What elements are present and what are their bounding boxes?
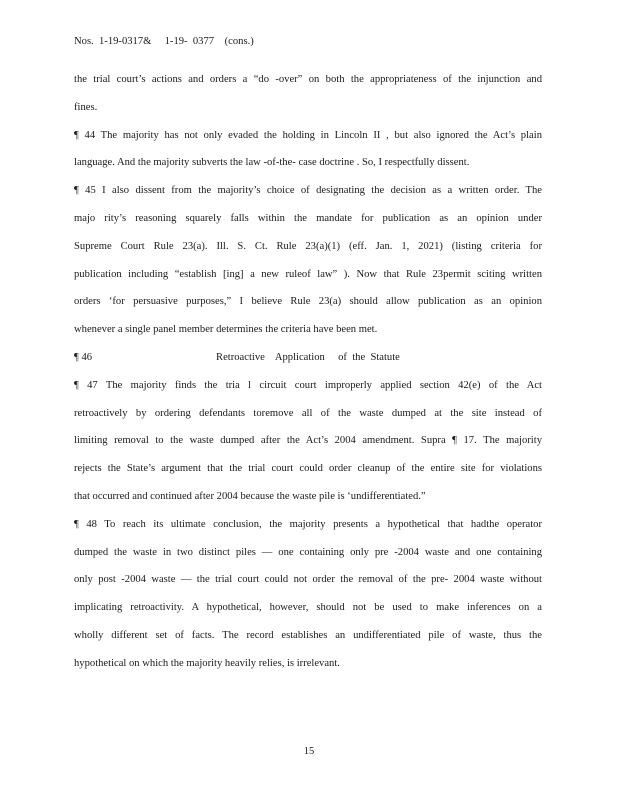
text-line: language. And the majority subverts the law -of-the- case doctrine . So, I respectfully dissent. [74, 157, 470, 168]
section-title: Retroactive Application of the Statute [216, 352, 400, 363]
text-line: limiting removal to the waste dumped after the Act’s 2004 amendment. Supra ¶ 17. The majority [74, 435, 542, 446]
text-line: rejects the State’s argument that the trial court could order cleanup of the entire site for violations [74, 463, 542, 474]
text-line: ¶ 48 To reach its ultimate conclusion, the majority presents a hypothetical that hadthe operator [74, 519, 542, 530]
text-line: hypothetical on which the majority heavily relies, is irrelevant. [74, 658, 340, 669]
text-line: retroactively by ordering defendants toremove all of the waste dumped at the site instead of [74, 408, 542, 419]
text-line: publication including “establish [ing] a new ruleof law” ). Now that Rule 23permit sciting written [74, 269, 542, 280]
text-line: majo rity’s reasoning squarely falls within the mandate for publication as an opinion under [74, 213, 542, 224]
text-line: orders ‘for persuasive purposes,” I believe Rule 23(a) should allow publication as an opinion [74, 296, 542, 307]
text-line: dumped the waste in two distinct piles — one containing only pre -2004 waste and one containing [74, 547, 542, 558]
text-line: that occurred and continued after 2004 because the waste pile is ‘undifferentiated.” [74, 491, 426, 502]
paragraph-number: ¶ 46 [74, 352, 93, 363]
text-line: implicating retroactivity. A hypothetical, however, should not be used to make inferences on a [74, 602, 542, 613]
text-line: wholly different set of facts. The record establishes an undifferentiated pile of waste, thus the [74, 630, 542, 641]
text-line: Supreme Court Rule 23(a). Ill. S. Ct. Rule 23(a)(1) (eff. Jan. 1, 2021) (listing criteria for [74, 241, 542, 252]
text-line: the trial court’s actions and orders a “do -over” on both the appropriateness of the injunction and [74, 74, 542, 85]
text-line: ¶ 44 The majority has not only evaded the holding in Lincoln II , but also ignored the Act’s plain [74, 130, 542, 141]
text-line: only post -2004 waste — the trial court could not order the removal of the pre- 2004 waste without [74, 574, 542, 585]
text-line: whenever a single panel member determines the criteria have been met. [74, 324, 378, 335]
page-number: 15 [303, 746, 315, 757]
text-line: fines. [74, 102, 98, 113]
text-line: ¶ 45 I also dissent from the majority’s choice of designating the decision as a written order. The [74, 185, 542, 196]
case-number-header: Nos. 1-19-0317& 1-19- 0377 (cons.) [74, 36, 254, 47]
text-line: ¶ 47 The majority finds the tria l circuit court improperly applied section 42(e) of the Act [74, 380, 542, 391]
